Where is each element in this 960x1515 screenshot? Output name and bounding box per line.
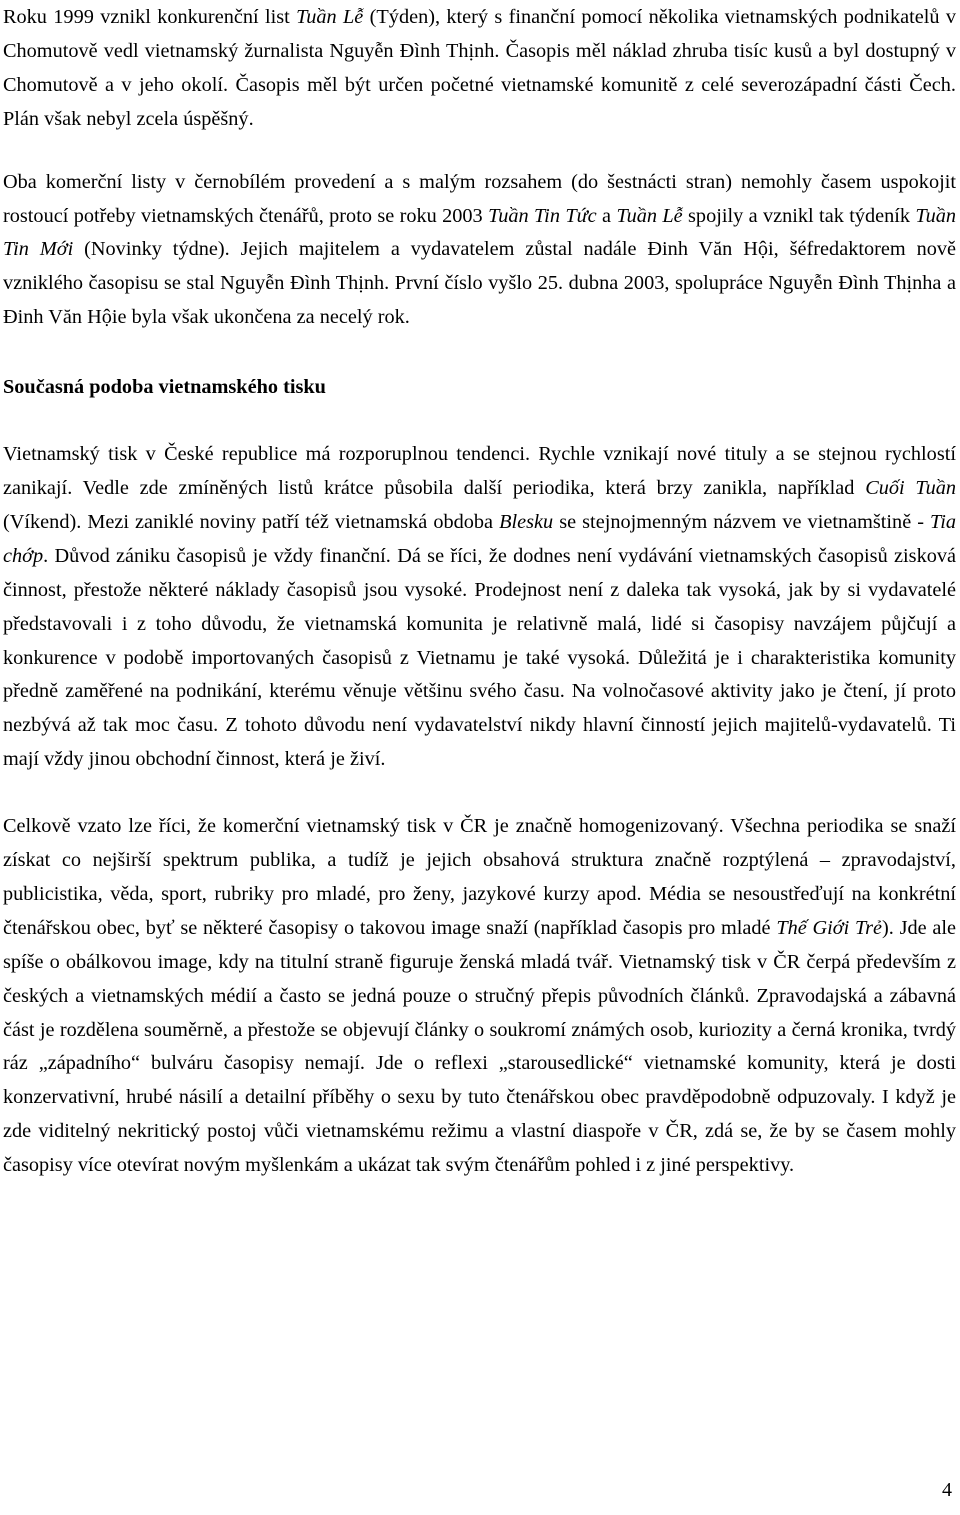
- paragraph-1: [3, 1, 956, 137]
- paragraph-2-text-b: a: [596, 204, 617, 227]
- paragraph-4-text-b: ). Jde ale spíše o obálkovou image, kdy na titulní straně figuruje ženská mladá tvář. Vietnamský tisk v ČR čerpá především z českých a vietnamských médií a často se jedná pouze o stručný přepis původních článků. Zpravodajská a zábavná část je rozdělena souměrně, a přestože se objevují články o soukromí známých osob, kuriozity a černá kronika, tvrdý ráz „západního“ bulváru časopisy nemají. Jde o reflexi „starousedlické“ vietnamské komunity, která je dosti konzervativní, hrubé násilí a detailní příběhy o sexu by tuto čtenářskou obec pravděpodobně odpuzovaly. I když je zde viditelný nekritický postoj vůči vietnamskému režimu a vlastní diaspoře v ČR, zdá se, že by se časem mohly časopisy více otevírat novým myšlenkám a ukázat tak svým čtenářům pohled i z jiné perspektivy.: [3, 916, 956, 1177]
- title-tuan-le: Tuần Lễ: [296, 6, 364, 28]
- paragraph-3-text-b: (Víkend). Mezi zaniklé noviny patří též vietnamská obdoba: [3, 510, 500, 533]
- section-heading: Současná podoba vietnamského tisku: [3, 376, 326, 399]
- paragraph-3-text-d: . Důvod zániku časopisů je vždy finanční. Dá se říci, že dodnes není vydávání vietnamských časopisů zisková činnost, přestože některé náklady časopisů jsou vysoké. Prodejnost není z daleka tak vysoká, jak by si vydavatelé představovali i z toho důvodu, že vietnamská komunita je relativně malá, lidé si časopisy navzájem půjčují a konkurence v podobě importovaných časopisů z Vietnamu je také vysoká. Důležitá je i charakteristika komunity předně zaměřené na podnikání, kterému věnuje většinu svého času. Na volnočasové aktivity jako je čtení, jí proto nezbývá až tak moc času. Z tohoto důvodu není vydavatelství nikdy hlavní činností jejich majitelů-vydavatelů. Ti mají vždy jinou obchodní činnost, která je živí.: [3, 544, 956, 771]
- title-blesku: Blesku: [499, 510, 554, 533]
- paragraph-3: [3, 438, 956, 777]
- paragraph-2-text-c: spojily a vznikl tak týdeník: [682, 204, 916, 227]
- paragraph-2-text-a: Oba komerční listy v černobílém provedení a s malým rozsahem (do šestnácti stran) nemohly časem uspokojit rostoucí potřeby vietnamských čtenářů, proto se roku 2003: [3, 170, 956, 227]
- paragraph-3-text-a: Vietnamský tisk v České republice má rozporuplnou tendenci. Rychle vznikají nové tituly a se stejnou rychlostí zanikají. Vedle zde zmíněných listů krátce působila další periodika, která brzy zanikla, například: [3, 443, 956, 499]
- title-tuan-tin-moi: Tuần Tin Mới: [3, 204, 956, 261]
- title-the-gioi-tre: Thế Giới Trẻ: [776, 916, 883, 939]
- paragraph-1-text-b: (Týden), který s finanční pomocí několika vietnamských podnikatelů v Chomutově vedl vietnamský žurnalista Nguyễn Đình Thịnh. Časopis měl náklad zhruba tisíc kusů a byl dostupný v Chomutově a v jeho okolí. Časopis měl být určen početné vietnamské komunitě z celé severozápadní části Čech. Plán však nebyl zcela úspěšný.: [3, 6, 957, 130]
- title-tuan-le-2: Tuần Lễ: [616, 204, 683, 227]
- document-page: [3, 0, 956, 1183]
- title-tuan-tin-tuc: Tuần Tin Tức: [488, 204, 597, 227]
- paragraph-1-text-a: Roku 1999 vznikl konkurenční list: [3, 6, 297, 28]
- title-cuoi-tuan: Cuối Tuần: [865, 476, 956, 499]
- paragraph-2: [3, 166, 956, 336]
- page-number: 4: [942, 1479, 952, 1501]
- paragraph-4-text-a: Celkově vzato lze říci, že komerční vietnamský tisk v ČR je značně homogenizovaný. Všechna periodika se snaží získat co nejširší spektrum publika, a tudíž je jejich obsahová struktura značně rozptýlená – zpravodajství, publicistika, věda, sport, rubriky pro mladé, pro ženy, jazykové kurzy apod. Média se nesoustřeďují na konkrétní čtenářskou obec, byť se některé časopisy o takovou image snaží (například časopis pro mladé: [3, 815, 956, 939]
- paragraph-4: [3, 810, 956, 1183]
- title-tia-chop: Tia chớp: [3, 510, 956, 567]
- paragraph-3-text-c: se stejnojmenným názvem ve vietnamštině -: [553, 510, 931, 533]
- paragraph-2-text-d: (Novinky týdne). Jejich majitelem a vydavatelem zůstal nadále Đinh Văn Hội, šéfredaktorem nově vzniklého časopisu se stal Nguyễn Đình Thịnh. První číslo vyšlo 25. dubna 2003, spolupráce Nguyễn Đình Thịnha a Đinh Văn Hộie byla však ukončena za necelý rok.: [3, 238, 956, 329]
